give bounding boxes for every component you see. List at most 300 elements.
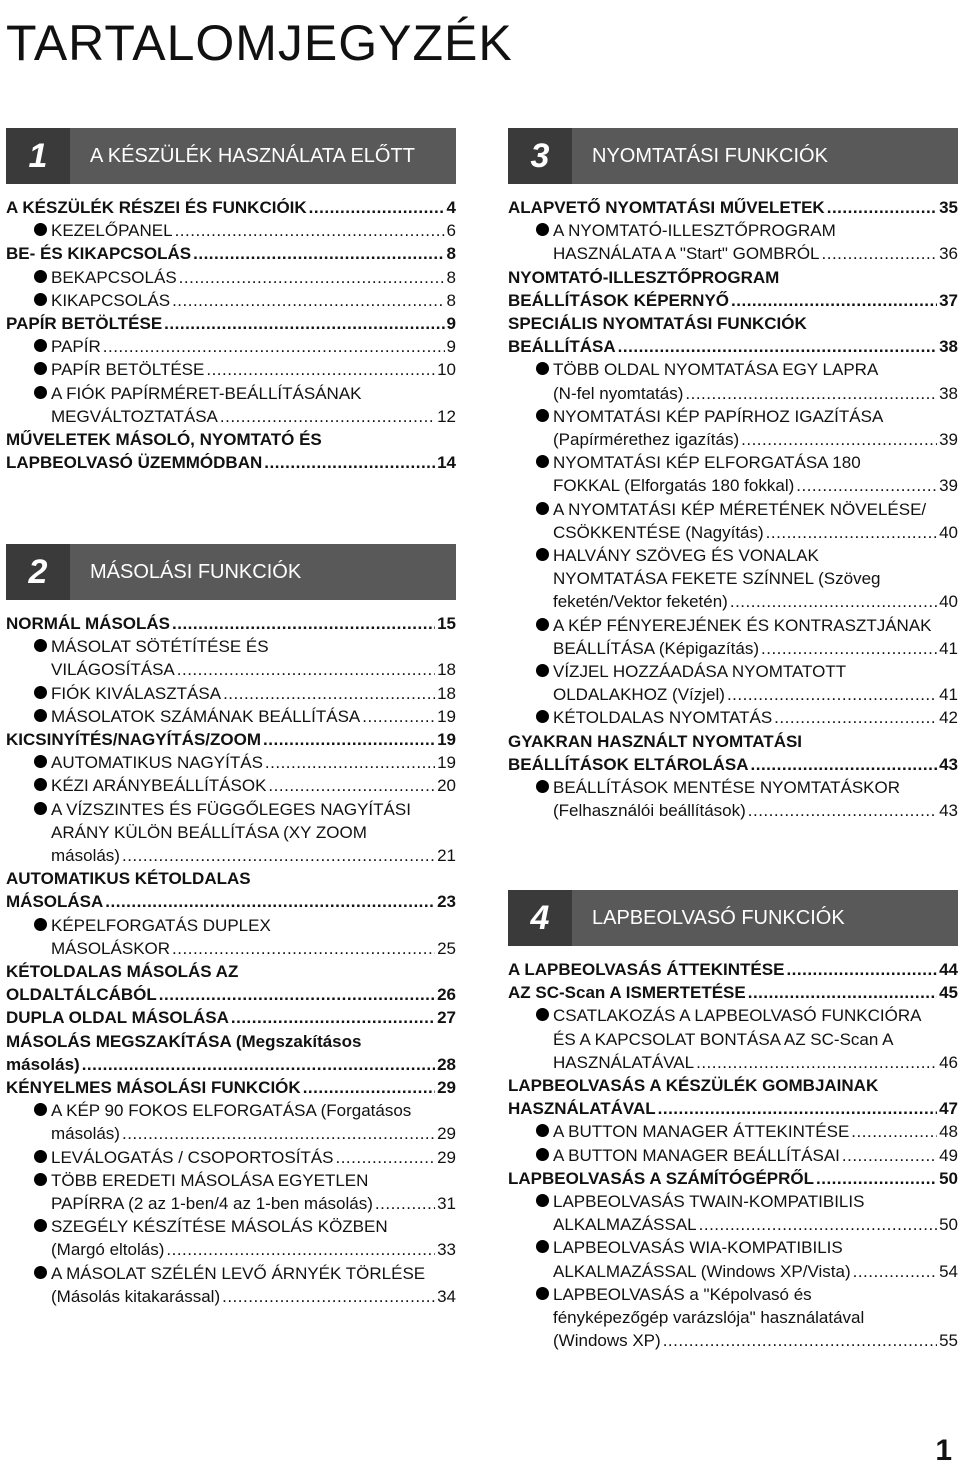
entry-text: MÁSOLATOK SZÁMÁNAK BEÁLLÍTÁSA (51, 706, 361, 726)
entry-page: 4 (446, 198, 456, 217)
entry-text: (Másolás kitakarással) (51, 1286, 221, 1306)
entry-page: 37 (939, 290, 958, 310)
dot-leader (223, 682, 435, 705)
dot-leader (309, 196, 445, 219)
bullet-icon (34, 386, 47, 399)
entry-text: A BUTTON MANAGER BEÁLLÍTÁSAI (553, 1145, 840, 1165)
entry-page: 19 (437, 706, 456, 726)
dot-leader (164, 312, 444, 335)
dot-leader (796, 474, 937, 497)
bullet-icon (536, 409, 549, 422)
dot-leader (179, 266, 445, 289)
dot-leader (761, 637, 937, 660)
toc-entry-sub[interactable] (508, 498, 958, 544)
entry-text: (Papírmérethez igazítás) (553, 430, 740, 450)
entry-text: A VÍZSZINTES ÉS FÜGGŐLEGES NAGYÍTÁSI (51, 799, 411, 819)
toc-entry-main[interactable] (6, 728, 456, 751)
entry-page: 28 (437, 1054, 456, 1074)
bullet-icon (536, 1008, 549, 1021)
entry-text: HASZNÁLATA A "Start" GOMBRÓL (553, 244, 820, 264)
entry-text: VÍZJEL HOZZÁADÁSA NYOMTATOTT (553, 662, 847, 682)
entry-text: LAPBEOLVASÁS A SZÁMÍTÓGÉPRŐL (508, 1168, 815, 1188)
entry-text: NYOMTATÁSI KÉP PAPÍRHOZ IGAZÍTÁSA (553, 406, 884, 426)
entry-page: 23 (437, 892, 456, 912)
toc-entry-sub[interactable] (6, 1099, 456, 1145)
entry-page: 40 (939, 522, 958, 542)
toc-entry-sub[interactable] (508, 706, 958, 729)
entry-text: MÁSOLÁSKOR (51, 938, 171, 958)
entry-text: PAPÍR (51, 337, 101, 357)
section-banner (6, 128, 456, 184)
entry-page: 18 (437, 683, 456, 703)
entry-page: 50 (939, 1168, 958, 1188)
bullet-icon (34, 709, 47, 722)
section-title: A KÉSZÜLÉK HASZNÁLATA ELŐTT (90, 144, 415, 167)
bullet-icon (34, 639, 47, 652)
entry-text: A KÉSZÜLÉK RÉSZEI ÉS FUNKCIÓIK (6, 198, 307, 217)
entry-text: MEGVÁLTOZTATÁSA (51, 406, 218, 426)
toc-entry-sub[interactable] (6, 682, 456, 705)
toc-entry-sub[interactable] (508, 1190, 958, 1236)
toc-entry-main[interactable] (508, 1167, 958, 1190)
entry-text: MÁSOLÁSA (6, 892, 104, 912)
entry-list (508, 958, 958, 1352)
entry-page: 21 (437, 846, 456, 866)
toc-entry-sub[interactable] (508, 1283, 958, 1353)
dot-leader (741, 428, 937, 451)
entry-page: 46 (939, 1052, 958, 1072)
entry-page: 12 (437, 406, 456, 426)
toc-entry-main[interactable] (508, 312, 958, 358)
toc-entry-main[interactable] (6, 867, 456, 913)
bullet-icon (34, 918, 47, 931)
entry-text: másolás) (51, 846, 120, 866)
dot-leader (685, 382, 937, 405)
toc-entry-sub[interactable] (508, 358, 958, 404)
entry-text: KÉZI ARÁNYBEÁLLÍTÁSOK (51, 776, 267, 796)
bullet-icon (34, 1266, 47, 1279)
entry-text: ÉS A KAPCSOLAT BONTÁSA AZ SC-Scan A (553, 1029, 894, 1049)
bullet-icon (34, 1173, 47, 1186)
entry-page: 10 (437, 360, 456, 380)
section-title: LAPBEOLVASÓ FUNKCIÓK (592, 906, 845, 929)
entry-page: 43 (939, 754, 958, 774)
entry-page: 9 (446, 314, 456, 334)
dot-leader (206, 358, 435, 381)
dot-leader (105, 890, 435, 913)
section-number: 1 (6, 128, 70, 184)
dot-leader (727, 683, 937, 706)
toc-entry-sub[interactable] (6, 1146, 456, 1169)
dot-leader (362, 705, 435, 728)
toc-entry-main[interactable] (508, 1074, 958, 1120)
bullet-icon (34, 686, 47, 699)
entry-page: 45 (939, 983, 958, 1003)
dot-leader (335, 1146, 435, 1169)
section-number: 3 (508, 128, 572, 184)
entry-page: 35 (939, 198, 958, 217)
toc-entry-sub[interactable] (6, 266, 456, 289)
entry-text: BE- ÉS KIKAPCSOLÁS (6, 244, 192, 264)
entry-text: A MÁSOLAT SZÉLÉN LEVŐ ÁRNYÉK TÖRLÉSE (51, 1263, 426, 1283)
toc-entry-sub[interactable] (6, 774, 456, 797)
dot-leader (786, 958, 937, 981)
entry-page: 34 (437, 1286, 456, 1306)
entry-page: 9 (446, 337, 456, 357)
entry-page: 55 (939, 1331, 958, 1351)
toc-entry-sub[interactable] (508, 1144, 958, 1167)
dot-leader (696, 1051, 937, 1074)
toc-section (6, 544, 456, 1308)
toc-entry-sub[interactable] (508, 1004, 958, 1074)
entry-page: 40 (939, 592, 958, 612)
entry-text: másolás) (6, 1054, 80, 1074)
entry-text: A NYOMTATÁSI KÉP MÉRETÉNEK NÖVELÉSE/ (553, 499, 927, 519)
entry-text: KÉTOLDALAS NYOMTATÁS (553, 708, 773, 728)
toc-entry-sub[interactable] (6, 798, 456, 868)
entry-text: NYOMTATÓ-ILLESZTŐPROGRAM (508, 267, 780, 287)
entry-text: KÉNYELMES MÁSOLÁSI FUNKCIÓK (6, 1078, 301, 1098)
toc-entry-sub[interactable] (508, 1120, 958, 1143)
entry-text: KÉPELFORGATÁS DUPLEX (51, 915, 271, 935)
bullet-icon (536, 664, 549, 677)
bullet-icon (536, 1287, 549, 1300)
dot-leader (816, 1167, 937, 1190)
entry-text: BEÁLLÍTÁSA (Képigazítás) (553, 638, 759, 658)
entry-page: 36 (939, 244, 958, 264)
entry-text: NYOMTATÁSI KÉP ELFORGATÁSA 180 (553, 453, 861, 473)
entry-text: AZ SC-Scan A ISMERTETÉSE (508, 983, 746, 1003)
entry-text: FIÓK KIVÁLASZTÁSA (51, 683, 222, 703)
bullet-icon (34, 362, 47, 375)
dot-leader (827, 196, 937, 219)
toc-entry-sub[interactable] (6, 705, 456, 728)
dot-leader (172, 289, 444, 312)
entry-text: NORMÁL MÁSOLÁS (6, 614, 171, 633)
entry-text: LAPBEOLVASÁS WIA-KOMPATIBILIS (553, 1238, 843, 1258)
dot-leader (730, 590, 937, 613)
section-title: MÁSOLÁSI FUNKCIÓK (90, 560, 302, 583)
entry-text: AUTOMATIKUS KÉTOLDALAS (6, 869, 251, 889)
entry-text: NYOMTATÁSA FEKETE SZÍNNEL (Szöveg (553, 569, 881, 589)
entry-page: 29 (437, 1078, 456, 1098)
bullet-icon (34, 1150, 47, 1163)
toc-entry-sub[interactable] (6, 219, 456, 242)
toc-entry-main[interactable] (508, 730, 958, 776)
toc-entry-main[interactable] (6, 312, 456, 335)
entry-text: LAPBEOLVASÁS a "Képolvasó és (553, 1284, 812, 1304)
bullet-icon (536, 1124, 549, 1137)
dot-leader (748, 799, 937, 822)
entry-page: 26 (437, 985, 456, 1005)
dot-leader (222, 1285, 435, 1308)
toc-entry-main[interactable] (6, 960, 456, 1006)
toc-entry-sub[interactable] (6, 751, 456, 774)
dot-leader (159, 983, 435, 1006)
entry-text: LAPBEOLVASÁS A KÉSZÜLÉK GOMBJAINAK (508, 1076, 879, 1096)
dot-leader (220, 405, 435, 428)
dot-leader (851, 1120, 937, 1143)
entry-page: 31 (437, 1194, 456, 1214)
toc-entry-sub[interactable] (6, 1262, 456, 1308)
toc-entry-sub[interactable] (508, 776, 958, 822)
entry-page: 8 (446, 244, 456, 264)
dot-leader (618, 335, 937, 358)
bullet-icon (536, 618, 549, 631)
bullet-icon (536, 710, 549, 723)
entry-text: GYAKRAN HASZNÁLT NYOMTATÁSI (508, 731, 803, 751)
entry-text: (Margó eltolás) (51, 1240, 165, 1260)
toc-entry-sub[interactable] (6, 335, 456, 358)
dot-leader (265, 751, 435, 774)
toc-entry-sub[interactable] (6, 1215, 456, 1261)
dot-leader (751, 753, 938, 776)
dot-leader (177, 658, 435, 681)
entry-text: HASZNÁLATÁVAL (553, 1052, 695, 1072)
toc-entry-sub[interactable] (508, 219, 958, 265)
entry-text: A BUTTON MANAGER ÁTTEKINTÉSE (553, 1122, 850, 1142)
entry-page: 29 (437, 1147, 456, 1167)
entry-text: OLDALTÁLCÁBÓL (6, 985, 157, 1005)
toc-entry-main[interactable] (6, 1006, 456, 1029)
bullet-icon (536, 1240, 549, 1253)
toc-entry-main[interactable] (6, 242, 456, 265)
dot-leader (663, 1329, 937, 1352)
entry-text: BEÁLLÍTÁSOK KÉPERNYŐ (508, 290, 730, 310)
entry-page: 44 (939, 960, 958, 979)
entry-text: ALAPVETŐ NYOMTATÁSI MŰVELETEK (508, 198, 825, 217)
dot-leader (658, 1097, 937, 1120)
dot-leader (699, 1213, 937, 1236)
entry-page: 42 (939, 708, 958, 728)
toc-entry-sub[interactable] (508, 1236, 958, 1282)
toc-entry-sub[interactable] (508, 614, 958, 660)
entry-text: FOKKAL (Elforgatás 180 fokkal) (553, 476, 795, 496)
dot-leader (231, 1006, 435, 1029)
entry-text: ALKALMAZÁSSAL (553, 1215, 697, 1235)
dot-leader (263, 728, 435, 751)
bullet-icon (536, 362, 549, 375)
entry-text: másolás) (51, 1124, 120, 1144)
entry-page: 8 (446, 290, 456, 310)
entry-text: BEKAPCSOLÁS (51, 267, 177, 287)
entry-page: 54 (939, 1261, 958, 1281)
dot-leader (842, 1144, 937, 1167)
dot-leader (172, 937, 435, 960)
entry-page: 48 (939, 1122, 958, 1142)
entry-page: 18 (437, 660, 456, 680)
toc-section (508, 128, 958, 822)
toc-entry-main[interactable] (6, 1076, 456, 1099)
entry-text: PAPÍR BETÖLTÉSE (6, 314, 163, 334)
entry-text: BEÁLLÍTÁSA (508, 337, 616, 357)
bullet-icon (34, 802, 47, 815)
toc-entry-main[interactable] (508, 958, 958, 981)
entry-text: PAPÍR BETÖLTÉSE (51, 360, 205, 380)
entry-text: HALVÁNY SZÖVEG ÉS VONALAK (553, 546, 819, 566)
entry-page: 8 (446, 267, 456, 287)
section-number: 2 (6, 544, 70, 600)
entry-text: KICSINYÍTÉS/NAGYÍTÁS/ZOOM (6, 730, 262, 750)
toc-entry-sub[interactable] (6, 635, 456, 681)
toc-entry-main[interactable] (508, 266, 958, 312)
entry-page: 41 (939, 638, 958, 658)
section-number: 4 (508, 890, 572, 946)
entry-page: 41 (939, 685, 958, 705)
entry-page: 43 (939, 801, 958, 821)
toc-entry-main[interactable] (508, 196, 958, 219)
entry-text: A NYOMTATÓ-ILLESZTŐPROGRAM (553, 221, 836, 241)
page-title: TARTALOMJEGYZÉK (6, 15, 513, 71)
entry-text: SPECIÁLIS NYOMTATÁSI FUNKCIÓK (508, 314, 807, 334)
entry-text: A KÉP FÉNYEREJÉNEK ÉS KONTRASZTJÁNAK (553, 615, 932, 635)
entry-text: KEZELŐPANEL (51, 221, 173, 241)
entry-text: A LAPBEOLVASÁS ÁTTEKINTÉSE (508, 960, 785, 979)
entry-text: TÖBB OLDAL NYOMTATÁSA EGY LAPRA (553, 360, 879, 380)
dot-leader (122, 844, 435, 867)
entry-text: MÁSOLÁS MEGSZAKÍTÁSA (Megszakításos (6, 1031, 362, 1051)
page-number: 1 (935, 1434, 952, 1467)
entry-text: DUPLA OLDAL MÁSOLÁSA (6, 1008, 229, 1028)
dot-leader (172, 612, 435, 635)
bullet-icon (536, 455, 549, 468)
dot-leader (166, 1238, 435, 1261)
toc-entry-main[interactable] (6, 612, 456, 635)
entry-text: ALKALMAZÁSSAL (Windows XP/Vista) (553, 1261, 851, 1281)
dot-leader (822, 242, 938, 265)
bullet-icon (536, 780, 549, 793)
entry-text: ARÁNY KÜLÖN BEÁLLÍTÁSA (XY ZOOM (51, 822, 367, 842)
bullet-icon (34, 778, 47, 791)
dot-leader (766, 521, 937, 544)
section-banner (508, 128, 958, 184)
bullet-icon (34, 1103, 47, 1116)
entry-list (6, 612, 456, 1308)
bullet-icon (34, 339, 47, 352)
entry-page: 14 (437, 453, 456, 473)
entry-page: 27 (437, 1008, 456, 1028)
toc-entry-sub[interactable] (6, 289, 456, 312)
toc-section (6, 128, 456, 474)
entry-list (508, 196, 958, 822)
toc-entry-sub[interactable] (508, 451, 958, 497)
toc-entry-main[interactable] (6, 428, 456, 474)
dot-leader (853, 1260, 937, 1283)
toc-entry-main[interactable] (508, 981, 958, 1004)
toc-entry-sub[interactable] (508, 405, 958, 451)
bullet-icon (34, 1219, 47, 1232)
entry-text: TÖBB EREDETI MÁSOLÁSA EGYETLEN (51, 1170, 369, 1190)
entry-text: LEVÁLOGATÁS / CSOPORTOSÍTÁS (51, 1147, 334, 1167)
entry-text: A KÉP 90 FOKOS ELFORGATÁSA (Forgatásos (51, 1101, 412, 1121)
dot-leader (303, 1076, 435, 1099)
entry-text: KÉTOLDALAS MÁSOLÁS AZ (6, 962, 239, 982)
section-title: NYOMTATÁSI FUNKCIÓK (592, 144, 828, 167)
dot-leader (103, 335, 445, 358)
dot-leader (193, 242, 444, 265)
toc-entry-main[interactable] (6, 196, 456, 219)
toc-section (508, 890, 958, 1352)
bullet-icon (34, 755, 47, 768)
bullet-icon (536, 1194, 549, 1207)
bullet-icon (536, 223, 549, 236)
entry-text: BEÁLLÍTÁSOK ELTÁROLÁSA (508, 754, 749, 774)
entry-page: 39 (939, 430, 958, 450)
entry-page: 20 (437, 776, 456, 796)
dot-leader (264, 451, 435, 474)
bullet-icon (34, 223, 47, 236)
entry-text: HASZNÁLATÁVAL (508, 1099, 656, 1119)
toc-entry-sub[interactable] (6, 358, 456, 381)
entry-text: KIKAPCSOLÁS (51, 290, 171, 310)
bullet-icon (34, 270, 47, 283)
entry-text: SZEGÉLY KÉSZÍTÉSE MÁSOLÁS KÖZBEN (51, 1217, 388, 1237)
entry-page: 25 (437, 938, 456, 958)
dot-leader (122, 1122, 435, 1145)
toc-entry-sub[interactable] (6, 1169, 456, 1215)
entry-text: (Felhasználói beállítások) (553, 801, 746, 821)
entry-page: 47 (939, 1099, 958, 1119)
entry-page: 29 (437, 1124, 456, 1144)
entry-page: 38 (939, 383, 958, 403)
entry-page: 39 (939, 476, 958, 496)
entry-page: 33 (437, 1240, 456, 1260)
entry-page: 50 (939, 1215, 958, 1235)
entry-list (6, 196, 456, 474)
entry-text: LAPBEOLVASÓ ÜZEMMÓDBAN (6, 453, 263, 473)
bullet-icon (536, 502, 549, 515)
dot-leader (774, 706, 937, 729)
entry-text: LAPBEOLVASÁS TWAIN-KOMPATIBILIS (553, 1192, 865, 1212)
bullet-icon (536, 1148, 549, 1161)
entry-page: 19 (437, 753, 456, 773)
dot-leader (175, 219, 445, 242)
entry-text: VILÁGOSÍTÁSA (51, 660, 175, 680)
entry-text: CSATLAKOZÁS A LAPBEOLVASÓ FUNKCIÓRA (553, 1006, 922, 1026)
entry-page: 49 (939, 1145, 958, 1165)
entry-text: PAPÍRRA (2 az 1-ben/4 az 1-ben másolás) (51, 1194, 373, 1214)
entry-page: 15 (437, 614, 456, 633)
bullet-icon (34, 293, 47, 306)
entry-page: 38 (939, 337, 958, 357)
dot-leader (375, 1192, 435, 1215)
toc-entry-sub[interactable] (6, 914, 456, 960)
entry-text: CSÖKKENTÉSE (Nagyítás) (553, 522, 764, 542)
toc-entry-sub[interactable] (508, 660, 958, 706)
dot-leader (731, 289, 937, 312)
entry-text: MŰVELETEK MÁSOLÓ, NYOMTATÓ ÉS (6, 430, 322, 450)
section-banner (6, 544, 456, 600)
toc-entry-sub[interactable] (6, 382, 456, 428)
entry-page: 19 (437, 730, 456, 750)
dot-leader (82, 1053, 435, 1076)
entry-text: A FIÓK PAPÍRMÉRET-BEÁLLÍTÁSÁNAK (51, 383, 362, 403)
entry-text: BEÁLLÍTÁSOK MENTÉSE NYOMTATÁSKOR (553, 778, 900, 798)
entry-text: OLDALAKHOZ (Vízjel) (553, 685, 725, 705)
section-banner (508, 890, 958, 946)
toc-entry-sub[interactable] (508, 544, 958, 614)
bullet-icon (536, 548, 549, 561)
toc-entry-main[interactable] (6, 1030, 456, 1076)
entry-text: MÁSOLAT SÖTÉTÍTÉSE ÉS (51, 637, 269, 657)
entry-text: fényképezőgép varázslója" használatával (553, 1308, 865, 1328)
entry-text: feketén/Vektor feketén) (553, 592, 728, 612)
entry-text: (Windows XP) (553, 1331, 661, 1351)
dot-leader (748, 981, 937, 1004)
dot-leader (268, 774, 435, 797)
entry-page: 6 (446, 221, 456, 241)
entry-text: (N-fel nyomtatás) (553, 383, 684, 403)
